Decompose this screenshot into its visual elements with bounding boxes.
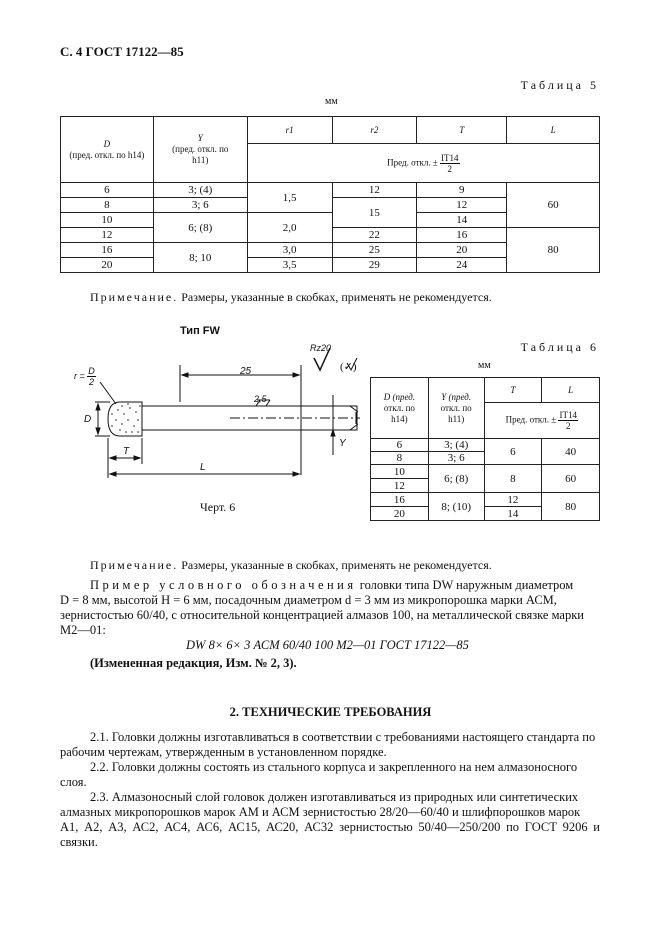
- table5-head-r2: r2: [332, 117, 417, 144]
- table-cell: 8: [484, 465, 542, 493]
- table6-head-L: L: [542, 378, 600, 403]
- table-cell: 12: [417, 198, 507, 213]
- table-cell: 6: [371, 439, 429, 452]
- table-cell: 1,5: [247, 183, 332, 213]
- table-cell: 12: [484, 493, 542, 507]
- table-cell: 12: [332, 183, 417, 198]
- table-cell: 15: [332, 198, 417, 228]
- table5-unit: мм: [325, 96, 338, 107]
- dim-Y-label: Y: [339, 438, 346, 449]
- section2-body: 2.1. Головки должны изготавливаться в соответствии с требованиями настоящего стандарта по рабочим чертежам, утвержденным в установленном порядке. 2.2. Головки должны состоять из стального корпуса и закрепленного на нем алмазоносного слоя. 2.3. Алмазоносный слой головок должен изготавливаться из природных или синтетических алмазных микропорошков марок АМ и АСМ зернистостью 28/20—60/40 и шлифпорошков марок А1, А2, А3, АС2, АС4, АС6, АС15, АС20, АС32 зернистостью 50/40—250/200 по ГОСТ 9206 и связки.: [60, 730, 600, 849]
- table-cell: 10: [371, 465, 429, 479]
- table-cell: 24: [417, 258, 507, 273]
- table-cell: 3,5: [247, 258, 332, 273]
- table-cell: 60: [507, 183, 600, 228]
- table-cell: 8: [371, 452, 429, 465]
- table-cell: 14: [417, 213, 507, 228]
- table-cell: 20: [417, 243, 507, 258]
- note2: Примечание. Размеры, указанные в скобках, применять не рекомендуется.: [90, 558, 492, 572]
- table5-tolerance: Пред. откл. ± $\frac{IT14}{2}$: [247, 144, 599, 183]
- section-title: 2. ТЕХНИЧЕСКИЕ ТРЕБОВАНИЯ: [229, 705, 432, 719]
- drawing-type-label: Тип FW: [180, 325, 220, 337]
- note1: Примечание. Размеры, указанные в скобках, применять не рекомендуется.: [90, 290, 492, 304]
- table-cell: 29: [332, 258, 417, 273]
- table-cell: 6: [484, 439, 542, 465]
- table-cell: 6; (8): [153, 213, 247, 243]
- table6-tolerance: Пред. откл. ± $\frac{IT14}{2}$: [484, 403, 599, 439]
- table-cell: 6; (8): [428, 465, 484, 493]
- dim-2-5-label: 2,5: [254, 394, 267, 404]
- table6-head-D: D (пред. откл. по h14): [371, 378, 429, 439]
- table-cell: 20: [371, 507, 429, 521]
- table-cell: 9: [417, 183, 507, 198]
- table-cell: 16: [61, 243, 154, 258]
- example-block: Пример условного обозначения головки типа DW наружным диаметром D = 8 мм, высотой H = 6 мм, посадочным диаметром d = 3 мм из микропорошка марки АСМ, зернистостью 60/40, с относительной концентрацией алмазов 100, на металлической связке марки М2—01:: [60, 578, 584, 637]
- table6: [370, 377, 600, 521]
- table5-head-Y: Y (пред. откл. по h11): [153, 117, 247, 183]
- table-cell: 2,0: [247, 213, 332, 243]
- table5-head-L: L: [507, 117, 600, 144]
- example-formula: DW 8× 6× 3 АСМ 60/40 100 М2—01 ГОСТ 17122—85: [186, 638, 469, 652]
- dim-L-label: L: [200, 462, 206, 473]
- table-cell: 16: [417, 228, 507, 243]
- table5-head-r1: r1: [247, 117, 332, 144]
- table-cell: 3; (4): [428, 439, 484, 452]
- roughness-label: Rz20: [310, 343, 332, 353]
- table-cell: 25: [332, 243, 417, 258]
- dim-T-label: T: [123, 446, 130, 457]
- table-cell: 3; 6: [428, 452, 484, 465]
- head-drawing: [60, 340, 370, 490]
- change-note: (Измененная редакция, Изм. № 2, 3).: [90, 656, 297, 670]
- table-cell: 14: [484, 507, 542, 521]
- table-cell: 12: [61, 228, 154, 243]
- table-cell: 80: [507, 228, 600, 273]
- table6-head-Y: Y (пред. откл. по h11): [428, 378, 484, 439]
- dim-25-label: 25: [240, 366, 252, 377]
- table-cell: 3; (4): [153, 183, 247, 198]
- table-cell: 22: [332, 228, 417, 243]
- table5-head-T: T: [417, 117, 507, 144]
- table-cell: 8; 10: [153, 243, 247, 273]
- drawing-caption: Черт. 6: [200, 500, 236, 514]
- table6-unit: мм: [478, 360, 491, 371]
- table-cell: 20: [61, 258, 154, 273]
- table-cell: 8: [61, 198, 154, 213]
- page-header: С. 4 ГОСТ 17122—85: [60, 44, 184, 59]
- r-formula: r = $\frac{D}{2}$: [74, 366, 95, 387]
- table-cell: 10: [61, 213, 154, 228]
- table-cell: 3,0: [247, 243, 332, 258]
- table-cell: 60: [542, 465, 600, 493]
- roughness-paren: (✓): [340, 361, 357, 373]
- table5: [60, 116, 600, 273]
- table6-head-T: T: [484, 378, 542, 403]
- table-cell: 40: [542, 439, 600, 465]
- table5-caption: Таблица 5: [520, 78, 599, 92]
- dim-D-label: D: [84, 414, 92, 425]
- table-cell: 3; 6: [153, 198, 247, 213]
- table-cell: 16: [371, 493, 429, 507]
- table5-head-D: D (пред. откл. по h14): [61, 117, 154, 183]
- table6-caption: Таблица 6: [520, 340, 599, 354]
- table-cell: 6: [61, 183, 154, 198]
- table-cell: 80: [542, 493, 600, 521]
- table-cell: 8; (10): [428, 493, 484, 521]
- table-cell: 12: [371, 479, 429, 493]
